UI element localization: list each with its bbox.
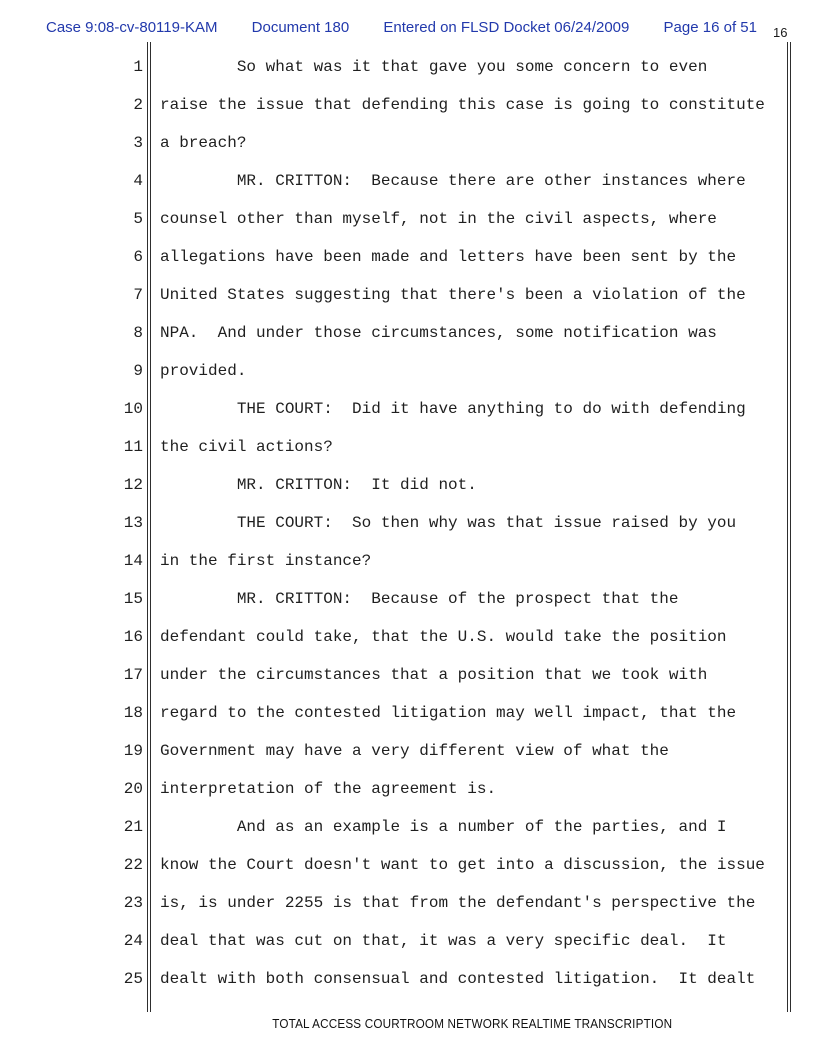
line-text: THE COURT: Did it have anything to do with defending (160, 400, 746, 418)
line-text: MR. CRITTON: It did not. (160, 476, 477, 494)
line-text: United States suggesting that there's been a violation of the (160, 286, 746, 304)
line-text: under the circumstances that a position that we took with (160, 666, 708, 684)
page-number: 16 (773, 25, 788, 40)
line-text: know the Court doesn't want to get into a discussion, the issue (160, 856, 765, 874)
line-text: the civil actions? (160, 438, 333, 456)
transcript-line (0, 352, 816, 390)
transcript-line (0, 808, 816, 846)
line-number: 18 (123, 704, 143, 722)
line-text: in the first instance? (160, 552, 372, 570)
transcript-line (0, 580, 816, 618)
line-number: 7 (133, 286, 143, 304)
line-number: 21 (123, 818, 143, 836)
line-text: a breach? (160, 134, 247, 152)
line-number: 20 (123, 780, 143, 798)
stamp-case-number: Case 9:08-cv-80119-KAM (46, 19, 218, 36)
line-text: interpretation of the agreement is. (160, 780, 497, 798)
line-number: 13 (123, 514, 143, 532)
line-number: 22 (123, 856, 143, 874)
line-text: Government may have a very different view of what the (160, 742, 669, 760)
transcript-line (0, 86, 816, 124)
line-text: defendant could take, that the U.S. would take the position (160, 628, 727, 646)
transcript-line (0, 162, 816, 200)
docket-stamp-header (46, 19, 757, 36)
line-number: 14 (123, 552, 143, 570)
line-text: THE COURT: So then why was that issue raised by you (160, 514, 737, 532)
line-number: 8 (133, 324, 143, 342)
transcript-line (0, 618, 816, 656)
line-number: 3 (133, 134, 143, 152)
line-number: 23 (123, 894, 143, 912)
line-number: 11 (123, 438, 143, 456)
line-text: So what was it that gave you some concern to even (160, 58, 708, 76)
line-number: 19 (123, 742, 143, 760)
transcript-line (0, 390, 816, 428)
transcript-line (0, 276, 816, 314)
transcript-rows (0, 48, 816, 998)
line-number: 16 (123, 628, 143, 646)
line-text: provided. (160, 362, 247, 380)
line-number: 4 (133, 172, 143, 190)
line-number: 5 (133, 210, 143, 228)
line-number: 25 (123, 970, 143, 988)
line-text: And as an example is a number of the parties, and I (160, 818, 727, 836)
line-number: 6 (133, 248, 143, 266)
line-text: raise the issue that defending this case is going to constitute (160, 96, 765, 114)
line-number: 2 (133, 96, 143, 114)
line-text: dealt with both consensual and contested litigation. It dealt (160, 970, 756, 988)
transcript-line (0, 428, 816, 466)
line-text: allegations have been made and letters have been sent by the (160, 248, 737, 266)
transcript-line (0, 314, 816, 352)
transcript-line (0, 466, 816, 504)
footer-text: TOTAL ACCESS COURTROOM NETWORK REALTIME TRANSCRIPTION (271, 1016, 673, 1031)
stamp-document-number: Document 180 (251, 19, 350, 36)
transcript-line (0, 656, 816, 694)
line-number: 17 (123, 666, 143, 684)
stamp-page-indicator: Page 16 of 51 (663, 19, 757, 36)
line-text: deal that was cut on that, it was a very specific deal. It (160, 932, 727, 950)
line-text: is, is under 2255 is that from the defendant's perspective the (160, 894, 756, 912)
line-text: NPA. And under those circumstances, some notification was (160, 324, 717, 342)
transcript-line (0, 846, 816, 884)
line-text: regard to the contested litigation may well impact, that the (160, 704, 737, 722)
transcript-line (0, 922, 816, 960)
line-number: 15 (123, 590, 143, 608)
transcript-line (0, 694, 816, 732)
transcript-line (0, 884, 816, 922)
line-text: MR. CRITTON: Because there are other instances where (160, 172, 746, 190)
transcript-line (0, 238, 816, 276)
transcript-line (0, 960, 816, 998)
transcript-footer (152, 1015, 792, 1033)
line-number: 9 (133, 362, 143, 380)
stamp-entered-date: Entered on FLSD Docket 06/24/2009 (383, 19, 630, 36)
line-number: 1 (133, 58, 143, 76)
line-number: 12 (123, 476, 143, 494)
transcript-line (0, 770, 816, 808)
transcript-line (0, 124, 816, 162)
line-number: 24 (123, 932, 143, 950)
transcript-line (0, 732, 816, 770)
line-number: 10 (123, 400, 143, 418)
line-text: counsel other than myself, not in the civil aspects, where (160, 210, 717, 228)
transcript-line (0, 48, 816, 86)
transcript-line (0, 200, 816, 238)
line-text: MR. CRITTON: Because of the prospect that the (160, 590, 679, 608)
transcript-line (0, 504, 816, 542)
transcript-line (0, 542, 816, 580)
